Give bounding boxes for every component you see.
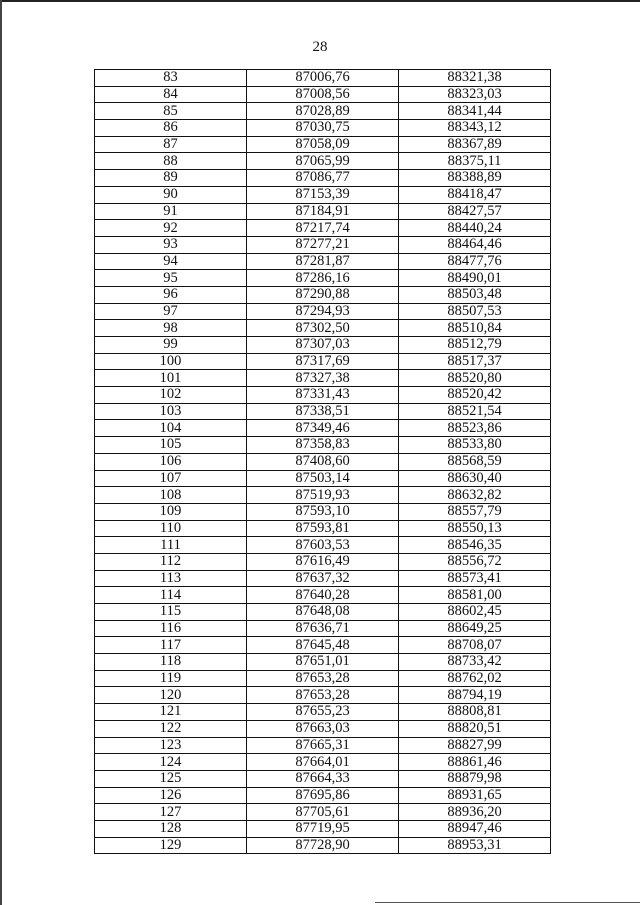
table-row bbox=[95, 403, 551, 420]
point-number-cell: 110 bbox=[95, 520, 247, 537]
y-coordinate-cell: 88879,98 bbox=[399, 770, 551, 787]
scan-edge-bottom bbox=[375, 902, 640, 903]
y-coordinate-cell: 88936,20 bbox=[399, 804, 551, 821]
y-coordinate-cell: 88510,84 bbox=[399, 320, 551, 337]
point-number-cell: 117 bbox=[95, 637, 247, 654]
point-number-cell: 112 bbox=[95, 553, 247, 570]
x-coordinate-cell: 87217,74 bbox=[247, 220, 399, 237]
point-number-cell: 89 bbox=[95, 170, 247, 187]
scan-edge-left bbox=[0, 0, 2, 905]
x-coordinate-cell: 87695,86 bbox=[247, 787, 399, 804]
y-coordinate-cell: 88827,99 bbox=[399, 737, 551, 754]
x-coordinate-cell: 87030,75 bbox=[247, 120, 399, 137]
point-number-cell: 122 bbox=[95, 720, 247, 737]
point-number-cell: 97 bbox=[95, 303, 247, 320]
x-coordinate-cell: 87277,21 bbox=[247, 236, 399, 253]
table-row bbox=[95, 604, 551, 621]
y-coordinate-cell: 88503,48 bbox=[399, 286, 551, 303]
point-number-cell: 96 bbox=[95, 286, 247, 303]
point-number-cell: 123 bbox=[95, 737, 247, 754]
x-coordinate-cell: 87294,93 bbox=[247, 303, 399, 320]
table-row bbox=[95, 70, 551, 87]
table-row bbox=[95, 270, 551, 287]
table-row bbox=[95, 320, 551, 337]
y-coordinate-cell: 88388,89 bbox=[399, 170, 551, 187]
table-row bbox=[95, 670, 551, 687]
y-coordinate-cell: 88794,19 bbox=[399, 687, 551, 704]
y-coordinate-cell: 88581,00 bbox=[399, 587, 551, 604]
table-row bbox=[95, 553, 551, 570]
x-coordinate-cell: 87028,89 bbox=[247, 103, 399, 120]
table-row bbox=[95, 704, 551, 721]
y-coordinate-cell: 88573,41 bbox=[399, 570, 551, 587]
point-number-cell: 98 bbox=[95, 320, 247, 337]
y-coordinate-cell: 88512,79 bbox=[399, 337, 551, 354]
y-coordinate-cell: 88418,47 bbox=[399, 186, 551, 203]
point-number-cell: 116 bbox=[95, 620, 247, 637]
x-coordinate-cell: 87184,91 bbox=[247, 203, 399, 220]
x-coordinate-cell: 87327,38 bbox=[247, 370, 399, 387]
y-coordinate-cell: 88602,45 bbox=[399, 604, 551, 621]
point-number-cell: 124 bbox=[95, 754, 247, 771]
y-coordinate-cell: 88557,79 bbox=[399, 503, 551, 520]
point-number-cell: 103 bbox=[95, 403, 247, 420]
y-coordinate-cell: 88861,46 bbox=[399, 754, 551, 771]
x-coordinate-cell: 87008,56 bbox=[247, 86, 399, 103]
table-row bbox=[95, 587, 551, 604]
x-coordinate-cell: 87663,03 bbox=[247, 720, 399, 737]
table-row bbox=[95, 687, 551, 704]
y-coordinate-cell: 88533,80 bbox=[399, 437, 551, 454]
x-coordinate-cell: 87408,60 bbox=[247, 453, 399, 470]
y-coordinate-cell: 88708,07 bbox=[399, 637, 551, 654]
x-coordinate-cell: 87290,88 bbox=[247, 286, 399, 303]
x-coordinate-cell: 87637,32 bbox=[247, 570, 399, 587]
point-number-cell: 83 bbox=[95, 70, 247, 87]
table-row bbox=[95, 487, 551, 504]
point-number-cell: 126 bbox=[95, 787, 247, 804]
y-coordinate-cell: 88931,65 bbox=[399, 787, 551, 804]
table-row bbox=[95, 720, 551, 737]
x-coordinate-cell: 87664,01 bbox=[247, 754, 399, 771]
point-number-cell: 92 bbox=[95, 220, 247, 237]
y-coordinate-cell: 88523,86 bbox=[399, 420, 551, 437]
table-row bbox=[95, 537, 551, 554]
x-coordinate-cell: 87664,33 bbox=[247, 770, 399, 787]
x-coordinate-cell: 87705,61 bbox=[247, 804, 399, 821]
table-row bbox=[95, 103, 551, 120]
point-number-cell: 118 bbox=[95, 654, 247, 671]
point-number-cell: 107 bbox=[95, 470, 247, 487]
x-coordinate-cell: 87338,51 bbox=[247, 403, 399, 420]
coordinates-table bbox=[94, 69, 551, 854]
point-number-cell: 87 bbox=[95, 136, 247, 153]
point-number-cell: 84 bbox=[95, 86, 247, 103]
table-row bbox=[95, 420, 551, 437]
x-coordinate-cell: 87636,71 bbox=[247, 620, 399, 637]
y-coordinate-cell: 88808,81 bbox=[399, 704, 551, 721]
x-coordinate-cell: 87728,90 bbox=[247, 837, 399, 854]
table-row bbox=[95, 353, 551, 370]
table-row bbox=[95, 220, 551, 237]
page-number: 28 bbox=[312, 39, 328, 55]
y-coordinate-cell: 88568,59 bbox=[399, 453, 551, 470]
table-row bbox=[95, 153, 551, 170]
point-number-cell: 90 bbox=[95, 186, 247, 203]
x-coordinate-cell: 87358,83 bbox=[247, 437, 399, 454]
y-coordinate-cell: 88520,80 bbox=[399, 370, 551, 387]
table-row bbox=[95, 620, 551, 637]
table-row bbox=[95, 737, 551, 754]
table-row bbox=[95, 453, 551, 470]
x-coordinate-cell: 87665,31 bbox=[247, 737, 399, 754]
table-row bbox=[95, 570, 551, 587]
y-coordinate-cell: 88550,13 bbox=[399, 520, 551, 537]
y-coordinate-cell: 88367,89 bbox=[399, 136, 551, 153]
point-number-cell: 93 bbox=[95, 236, 247, 253]
table-row bbox=[95, 654, 551, 671]
scan-edge-top bbox=[0, 0, 640, 2]
y-coordinate-cell: 88427,57 bbox=[399, 203, 551, 220]
point-number-cell: 125 bbox=[95, 770, 247, 787]
point-number-cell: 91 bbox=[95, 203, 247, 220]
table-row bbox=[95, 337, 551, 354]
table-row bbox=[95, 236, 551, 253]
point-number-cell: 113 bbox=[95, 570, 247, 587]
x-coordinate-cell: 87331,43 bbox=[247, 387, 399, 404]
table-row bbox=[95, 253, 551, 270]
table-row bbox=[95, 470, 551, 487]
x-coordinate-cell: 87307,03 bbox=[247, 337, 399, 354]
x-coordinate-cell: 87653,28 bbox=[247, 670, 399, 687]
y-coordinate-cell: 88953,31 bbox=[399, 837, 551, 854]
y-coordinate-cell: 88733,42 bbox=[399, 654, 551, 671]
x-coordinate-cell: 87503,14 bbox=[247, 470, 399, 487]
x-coordinate-cell: 87593,10 bbox=[247, 503, 399, 520]
table-row bbox=[95, 303, 551, 320]
y-coordinate-cell: 88820,51 bbox=[399, 720, 551, 737]
point-number-cell: 129 bbox=[95, 837, 247, 854]
point-number-cell: 119 bbox=[95, 670, 247, 687]
table-row bbox=[95, 120, 551, 137]
y-coordinate-cell: 88477,76 bbox=[399, 253, 551, 270]
point-number-cell: 99 bbox=[95, 337, 247, 354]
point-number-cell: 108 bbox=[95, 487, 247, 504]
x-coordinate-cell: 87281,87 bbox=[247, 253, 399, 270]
x-coordinate-cell: 87655,23 bbox=[247, 704, 399, 721]
point-number-cell: 115 bbox=[95, 604, 247, 621]
x-coordinate-cell: 87317,69 bbox=[247, 353, 399, 370]
coordinates-table-body bbox=[95, 70, 551, 854]
point-number-cell: 114 bbox=[95, 587, 247, 604]
point-number-cell: 86 bbox=[95, 120, 247, 137]
point-number-cell: 128 bbox=[95, 820, 247, 837]
y-coordinate-cell: 88630,40 bbox=[399, 470, 551, 487]
y-coordinate-cell: 88375,11 bbox=[399, 153, 551, 170]
point-number-cell: 127 bbox=[95, 804, 247, 821]
x-coordinate-cell: 87153,39 bbox=[247, 186, 399, 203]
x-coordinate-cell: 87648,08 bbox=[247, 604, 399, 621]
point-number-cell: 94 bbox=[95, 253, 247, 270]
x-coordinate-cell: 87519,93 bbox=[247, 487, 399, 504]
table-row bbox=[95, 86, 551, 103]
x-coordinate-cell: 87593,81 bbox=[247, 520, 399, 537]
x-coordinate-cell: 87616,49 bbox=[247, 553, 399, 570]
point-number-cell: 102 bbox=[95, 387, 247, 404]
x-coordinate-cell: 87065,99 bbox=[247, 153, 399, 170]
x-coordinate-cell: 87058,09 bbox=[247, 136, 399, 153]
point-number-cell: 85 bbox=[95, 103, 247, 120]
y-coordinate-cell: 88323,03 bbox=[399, 86, 551, 103]
x-coordinate-cell: 87653,28 bbox=[247, 687, 399, 704]
x-coordinate-cell: 87640,28 bbox=[247, 587, 399, 604]
y-coordinate-cell: 88464,46 bbox=[399, 236, 551, 253]
y-coordinate-cell: 88517,37 bbox=[399, 353, 551, 370]
y-coordinate-cell: 88440,24 bbox=[399, 220, 551, 237]
point-number-cell: 120 bbox=[95, 687, 247, 704]
y-coordinate-cell: 88490,01 bbox=[399, 270, 551, 287]
x-coordinate-cell: 87719,95 bbox=[247, 820, 399, 837]
x-coordinate-cell: 87651,01 bbox=[247, 654, 399, 671]
table-row bbox=[95, 754, 551, 771]
y-coordinate-cell: 88649,25 bbox=[399, 620, 551, 637]
point-number-cell: 111 bbox=[95, 537, 247, 554]
x-coordinate-cell: 87286,16 bbox=[247, 270, 399, 287]
point-number-cell: 105 bbox=[95, 437, 247, 454]
y-coordinate-cell: 88546,35 bbox=[399, 537, 551, 554]
table-row bbox=[95, 503, 551, 520]
point-number-cell: 101 bbox=[95, 370, 247, 387]
table-row bbox=[95, 637, 551, 654]
table-row bbox=[95, 286, 551, 303]
y-coordinate-cell: 88947,46 bbox=[399, 820, 551, 837]
point-number-cell: 121 bbox=[95, 704, 247, 721]
table-row bbox=[95, 837, 551, 854]
table-row bbox=[95, 770, 551, 787]
table-row bbox=[95, 820, 551, 837]
point-number-cell: 88 bbox=[95, 153, 247, 170]
y-coordinate-cell: 88762,02 bbox=[399, 670, 551, 687]
point-number-cell: 109 bbox=[95, 503, 247, 520]
table-row bbox=[95, 387, 551, 404]
x-coordinate-cell: 87086,77 bbox=[247, 170, 399, 187]
point-number-cell: 100 bbox=[95, 353, 247, 370]
y-coordinate-cell: 88321,38 bbox=[399, 70, 551, 87]
table-row bbox=[95, 136, 551, 153]
table-row bbox=[95, 186, 551, 203]
table-row bbox=[95, 370, 551, 387]
point-number-cell: 104 bbox=[95, 420, 247, 437]
y-coordinate-cell: 88521,54 bbox=[399, 403, 551, 420]
x-coordinate-cell: 87349,46 bbox=[247, 420, 399, 437]
table-row bbox=[95, 520, 551, 537]
y-coordinate-cell: 88343,12 bbox=[399, 120, 551, 137]
x-coordinate-cell: 87645,48 bbox=[247, 637, 399, 654]
table-row bbox=[95, 437, 551, 454]
table-row bbox=[95, 787, 551, 804]
y-coordinate-cell: 88632,82 bbox=[399, 487, 551, 504]
table-row bbox=[95, 170, 551, 187]
y-coordinate-cell: 88507,53 bbox=[399, 303, 551, 320]
table-row bbox=[95, 804, 551, 821]
x-coordinate-cell: 87603,53 bbox=[247, 537, 399, 554]
point-number-cell: 95 bbox=[95, 270, 247, 287]
x-coordinate-cell: 87302,50 bbox=[247, 320, 399, 337]
y-coordinate-cell: 88556,72 bbox=[399, 553, 551, 570]
table-row bbox=[95, 203, 551, 220]
x-coordinate-cell: 87006,76 bbox=[247, 70, 399, 87]
y-coordinate-cell: 88341,44 bbox=[399, 103, 551, 120]
y-coordinate-cell: 88520,42 bbox=[399, 387, 551, 404]
point-number-cell: 106 bbox=[95, 453, 247, 470]
